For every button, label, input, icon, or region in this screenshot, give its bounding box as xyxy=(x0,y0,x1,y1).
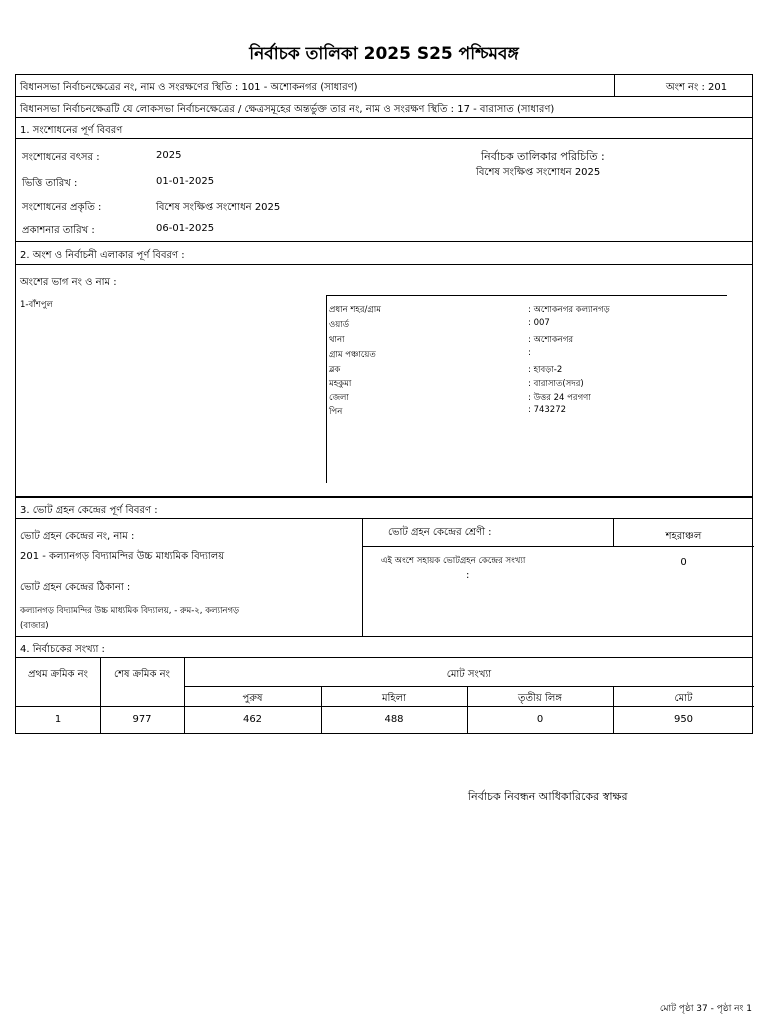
station-address-line1: কল্যানগড় বিদ্যামন্দির উচ্চ মাধ্যমিক বিদ্যালয়, - রুম-২, কল্যানগড় xyxy=(20,606,240,616)
female-count: 488 xyxy=(384,714,404,725)
detail-pin-label: পিন xyxy=(329,407,343,417)
signature-label: নির্বাচক নিবন্ধন আধিকারিকের স্বাক্ষর xyxy=(468,790,628,803)
publish-date-label: প্রকাশনার তারিখ : xyxy=(22,225,95,236)
detail-ward-value: : 007 xyxy=(528,318,550,328)
page-footer: মোট পৃষ্ঠা 37 - পৃষ্ঠা নং 1 xyxy=(659,1004,752,1014)
section-2-heading: 2. অংশ ও নির্বাচনী এলাকার পূর্ণ বিবরণ : xyxy=(20,250,185,261)
base-date-value: 01-01-2025 xyxy=(156,176,215,187)
station-category-label: ভোট গ্রহন কেন্দ্রের শ্রেণী : xyxy=(388,527,492,538)
publish-date-value: 06-01-2025 xyxy=(156,223,215,234)
detail-block-value: : হাবড়া-2 xyxy=(528,365,563,375)
detail-district-label: জেলা xyxy=(329,393,349,403)
revision-type-label: সংশোধনের প্রকৃতি : xyxy=(22,202,102,213)
parliament-info: বিধানসভা নির্বাচনক্ষেত্রটি যে লোকসভা নির্বাচনক্ষেত্রের / ক্ষেত্রসমূহের অন্তর্ভুক্ত তার নং, নাম ও সংরক্ষণ স্থিতি : 17 - বারাসাত (সাধারণ) xyxy=(20,104,555,115)
assembly-row xyxy=(16,75,752,97)
detail-police-station-value: : অশোকনগর xyxy=(528,335,574,345)
detail-district-value: : উত্তর 24 পরগণা xyxy=(528,393,591,403)
first-serial-value: 1 xyxy=(54,714,62,725)
station-label: ভোট গ্রহন কেন্দ্রের নং, নাম : xyxy=(20,531,135,542)
section-4-heading: 4. নির্বাচকের সংখ্যা : xyxy=(20,644,105,655)
detail-police-station-label: থানা xyxy=(329,335,345,345)
roll-id-title: নির্বাচক তালিকার পরিচিতি : xyxy=(481,150,605,163)
male-count: 462 xyxy=(242,714,263,725)
section-1-heading: 1. সংশোধনের পূর্ণ বিবরণ xyxy=(20,125,123,136)
col-third-gender: তৃতীয় লিঙ্গ xyxy=(518,693,562,704)
aux-station-label: এই অংশে সহায়ক ভোটগ্রহন কেন্দ্রের সংখ্যা xyxy=(381,556,526,566)
station-address-label: ভোট গ্রহন কেন্দ্রের ঠিকানা : xyxy=(20,582,131,593)
detail-pin-value: : 743272 xyxy=(528,405,567,415)
part-number: অংশ নং : 201 xyxy=(666,82,728,93)
section-3-heading: 3. ভোট গ্রহন কেন্দ্রের পূর্ণ বিবরণ : xyxy=(20,505,158,516)
detail-panchayat-value: : xyxy=(528,348,531,358)
page-title: নির্বাচক তালিকা 2025 S25 পশ্চিমবঙ্গ xyxy=(249,44,519,64)
detail-block-label: ব্লক xyxy=(329,365,341,375)
station-value: 201 - কল্যানগড় বিদ্যামন্দির উচ্চ মাধ্যমিক বিদ্যালয় xyxy=(20,551,225,562)
detail-subdivision-value: : বারাসাত(সদর) xyxy=(528,379,584,389)
last-serial-value: 977 xyxy=(132,714,152,725)
aux-station-value: 0 xyxy=(680,557,687,568)
col-female: মহিলা xyxy=(381,693,407,704)
station-address-line2: (বাজার) xyxy=(20,621,49,631)
section-elector-count xyxy=(15,636,753,734)
section-part-details xyxy=(15,241,753,497)
third-gender-count: 0 xyxy=(536,714,544,725)
revision-year-value: 2025 xyxy=(156,150,182,161)
station-category-value: শহরাঞ্চল xyxy=(665,531,702,542)
detail-subdivision-label: মহকুমা xyxy=(329,379,352,389)
assembly-info: বিধানসভা নির্বাচনক্ষেত্রের নং, নাম ও সংরক্ষণের স্থিতি : 101 - অশোকনগর (সাধারণ) xyxy=(20,82,358,93)
part-section-item: 1-বাঁশপুল xyxy=(20,300,53,310)
detail-town-value: : অশোকনগর কল্যানগড় xyxy=(528,305,610,315)
detail-panchayat-label: গ্রাম পঞ্চায়েত xyxy=(329,350,376,360)
aux-station-colon: : xyxy=(466,570,470,581)
detail-town-label: প্রধান শহর/গ্রাম xyxy=(329,305,381,315)
header-box xyxy=(15,74,753,118)
col-total-group: মোট সংখ্যা xyxy=(446,669,492,680)
roll-id-value: বিশেষ সংক্ষিপ্ত সংশোধন 2025 xyxy=(476,167,601,178)
section-revision xyxy=(15,117,753,242)
revision-year-label: সংশোধনের বৎসর : xyxy=(22,152,100,163)
col-last-serial: শেষ ক্রমিক নং xyxy=(114,669,170,680)
part-section-label: অংশের ভাগ নং ও নাম : xyxy=(20,277,117,288)
revision-type-value: বিশেষ সংক্ষিপ্ত সংশোধন 2025 xyxy=(156,202,281,213)
section-polling-station xyxy=(15,497,753,637)
total-count: 950 xyxy=(673,714,694,725)
detail-ward-label: ওয়ার্ড xyxy=(329,320,349,330)
col-male: পুরুষ xyxy=(242,693,263,704)
base-date-label: ভিত্তি তারিখ : xyxy=(22,178,78,189)
col-first-serial: প্রথম ক্রমিক নং xyxy=(28,669,88,680)
col-total: মোট xyxy=(674,693,693,704)
